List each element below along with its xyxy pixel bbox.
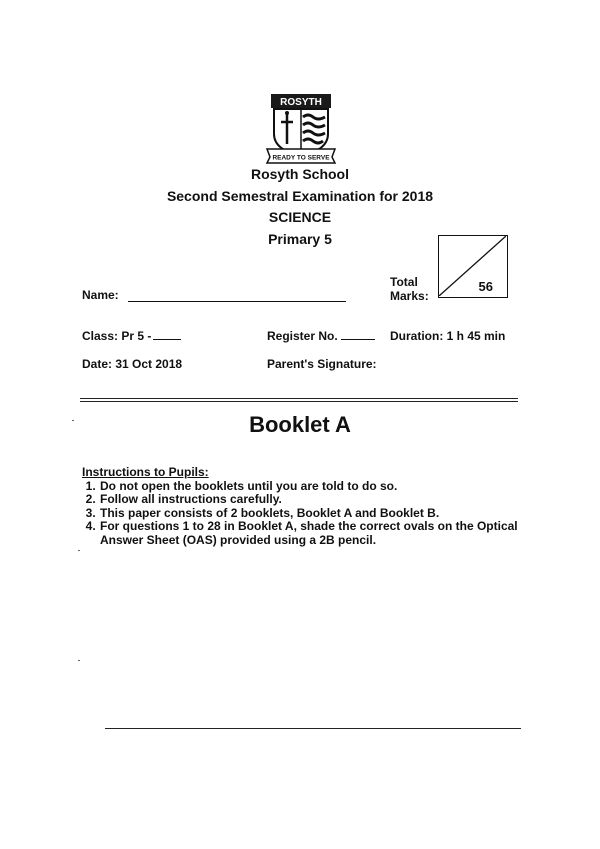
scan-speck <box>78 550 80 551</box>
divider-line <box>80 401 518 402</box>
scan-speck <box>78 660 80 661</box>
svg-text:ROSYTH: ROSYTH <box>280 97 322 108</box>
date-text: Date: 31 Oct 2018 <box>82 357 183 371</box>
instruction-item: 4. For questions 1 to 28 in Booklet A, shade the correct ovals on the Optical Answer Sheet (OAS) provided using a 2B pencil. <box>99 520 520 547</box>
marks-label: Marks: <box>390 289 429 303</box>
parent-signature-label: Parent's Signature: <box>267 357 377 371</box>
register-field <box>267 329 375 343</box>
school-crest-logo <box>262 92 340 164</box>
instructions-section <box>82 466 520 547</box>
duration-text: Duration: 1 h 45 min <box>390 329 506 343</box>
svg-text:READY TO SERVE: READY TO SERVE <box>272 154 330 162</box>
total-marks-box <box>438 235 508 298</box>
instruction-item: 2. Follow all instructions carefully. <box>99 493 520 507</box>
instruction-item: 3. This paper consists of 2 booklets, Booklet A and Booklet B. <box>99 507 520 521</box>
bottom-divider-line <box>105 728 521 729</box>
name-label: Name: <box>82 288 119 302</box>
name-input-line[interactable] <box>128 301 346 302</box>
level-title: Primary 5 <box>268 231 332 247</box>
scan-speck <box>72 420 74 421</box>
booklet-title: Booklet A <box>249 412 351 437</box>
diagonal-line-icon <box>439 236 506 296</box>
class-input-line[interactable] <box>153 329 181 340</box>
subject-title: SCIENCE <box>268 209 332 225</box>
exam-title: Second Semestral Examination for 2018 <box>166 188 434 204</box>
instructions-heading: Instructions to Pupils: <box>82 465 209 479</box>
register-label: Register No. <box>267 329 338 343</box>
register-input-line[interactable] <box>341 329 375 340</box>
school-name: Rosyth School <box>250 166 349 182</box>
class-field <box>82 329 181 343</box>
divider-line <box>80 398 518 399</box>
total-marks-value: 56 <box>478 279 493 294</box>
class-label: Class: Pr 5 - <box>82 329 152 343</box>
total-label: Total <box>390 275 418 289</box>
instructions-list <box>82 480 520 548</box>
instruction-item: 1. Do not open the booklets until you are told to do so. <box>99 480 520 494</box>
